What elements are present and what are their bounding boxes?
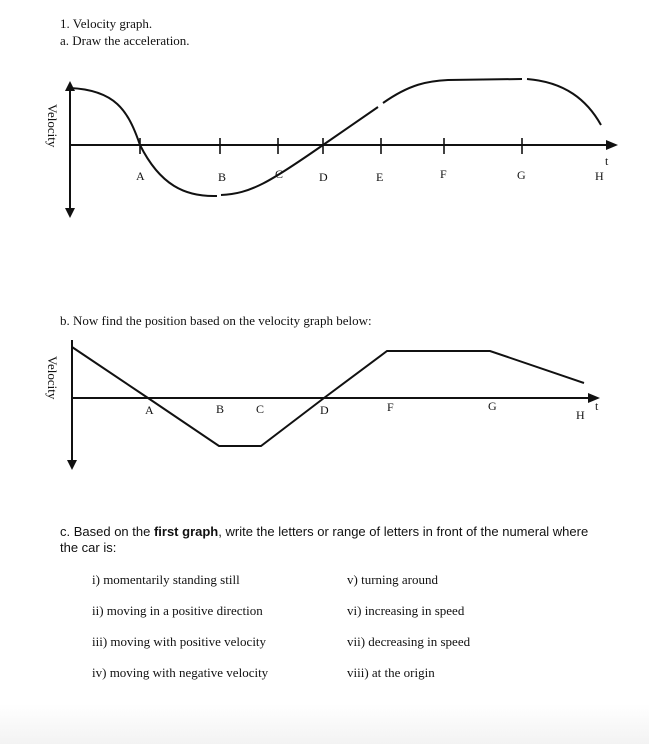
question-title: 1. Velocity graph. [60, 16, 153, 31]
point-label-f: F [440, 167, 447, 181]
point-label-d: D [319, 170, 328, 184]
point-label-g: G [517, 168, 526, 182]
y-axis-label: Velocity [45, 104, 60, 148]
velocity-curve-segment-g-h [527, 79, 601, 125]
point-label-a: A [145, 403, 154, 417]
part-c-text-before: c. Based on the [60, 524, 154, 539]
velocity-line [72, 347, 584, 446]
point-label-h: H [576, 408, 585, 422]
part-b-instruction: b. Now find the position based on the velocity graph below: [60, 313, 372, 328]
item-turning-around: v) turning around [347, 572, 438, 587]
y-axis-label: Velocity [45, 356, 60, 400]
point-label-a: A [136, 169, 145, 183]
velocity-curve-segment-e-g [383, 79, 522, 103]
point-label-b: B [216, 402, 225, 416]
item-standing-still: i) momentarily standing still [92, 572, 240, 587]
item-increasing-speed: vi) increasing in speed [347, 603, 465, 618]
item-positive-velocity: iii) moving with positive velocity [92, 634, 267, 649]
point-label-e: E [376, 170, 384, 184]
point-label-d: D [320, 403, 329, 417]
y-axis-arrow-down [67, 460, 77, 470]
y-axis-arrow-down [65, 208, 75, 218]
point-label-g: G [488, 399, 497, 413]
item-positive-direction: ii) moving in a positive direction [92, 603, 263, 618]
x-axis-label-t: t [595, 399, 599, 413]
y-axis-arrow-up [65, 81, 75, 91]
part-c-text-after: , write the letters or range of letters in front of the numeral where the car is: [60, 524, 589, 555]
part-c-bold-text: first graph [153, 524, 219, 539]
velocity-graph-1 [0, 75, 649, 225]
point-label-b: B [218, 170, 227, 184]
x-axis-label-t: t [605, 154, 609, 168]
point-label-c: C [256, 402, 265, 416]
part-a-instruction: a. Draw the acceleration. [60, 33, 190, 48]
point-label-h: H [595, 169, 604, 183]
page-bottom-edge [0, 704, 649, 744]
velocity-curve-segment-b-e [221, 107, 378, 195]
point-label-c: C [275, 167, 284, 181]
velocity-curve-segment-start-a [70, 88, 140, 145]
velocity-graph-2 [0, 335, 649, 475]
point-label-f: F [387, 400, 394, 414]
velocity-curve-segment-a-b [140, 145, 217, 196]
item-decreasing-speed: vii) decreasing in speed [347, 634, 471, 649]
item-at-origin: viii) at the origin [347, 665, 435, 680]
x-axis-arrow [606, 140, 618, 150]
part-c-instruction [60, 524, 605, 556]
item-negative-velocity: iv) moving with negative velocity [92, 665, 269, 680]
